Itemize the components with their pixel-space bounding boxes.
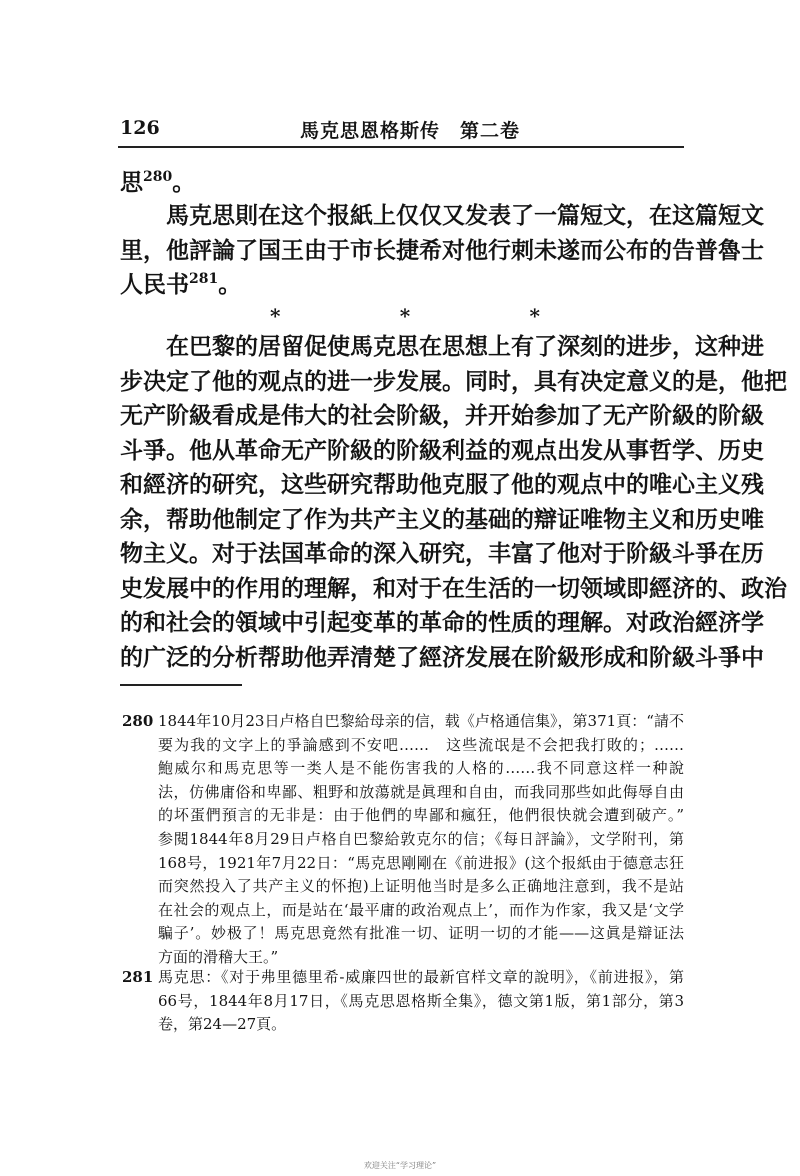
footnote-number: 281 (122, 968, 154, 986)
paragraph-2 (120, 199, 764, 303)
footnote-line: 卷，第24—27頁。 (158, 1015, 287, 1034)
footnote-line: 在社会的观点上，而是站在‘最平庸的政治观点上’，而作为作家，我又是‘文学 (158, 900, 684, 919)
footnote-ref-281[interactable]: 281 (189, 271, 219, 287)
text-segment: 。 (172, 169, 196, 196)
paragraph-3-line: 的广泛的分析帮助他弄清楚了經济发展在阶級形成和阶級斗爭中 (120, 643, 764, 671)
footnote-line: 的坏蛋們預言的无非是：由于他們的卑鄙和瘋狂，他們很快就会遭到破产。” (158, 806, 684, 825)
separator-star: * (529, 304, 540, 328)
paragraph-2-line-2: 里，他評論了国王由于市长捷希对他行刺未遂而公布的告普魯士 (120, 236, 764, 264)
footnote-text (158, 710, 684, 970)
paragraph-3 (120, 330, 787, 675)
paragraph-3-line: 史发展中的作用的理解，和对于在生活的一切领域即經济的、政治 (120, 574, 787, 602)
paragraph-3-line: 的和社会的領域中引起变革的革命的性质的理解。对政治經济学 (120, 609, 764, 636)
paragraph-1 (120, 166, 686, 201)
footnote-280 (122, 710, 684, 970)
paragraph-1-line (120, 166, 686, 201)
footnote-text (158, 966, 684, 1037)
footnote-line: 馬克思：《对于弗里德里希-威廉四世的最新官样文章的說明》，《前进报》，第 (158, 968, 684, 986)
bottom-watermark-note: 欢迎关注“学习理论” (363, 1161, 437, 1170)
footnote-line: 要为我的文字上的爭論感到不安吧…… 这些流氓是不会把我打敗的；…… (158, 735, 684, 754)
footnote-number: 280 (122, 712, 154, 730)
footnote-ref-280[interactable]: 280 (143, 169, 173, 185)
paragraph-3-line: 步决定了他的观点的进一步发展。同时，具有决定意义的是，他把 (120, 367, 787, 395)
separator-star: * (399, 304, 411, 328)
paragraph-3-line: 斗爭。他从革命无产阶級的阶級利益的观点出发从事哲学、历史 (120, 436, 764, 464)
paragraph-2-line-3 (120, 268, 686, 303)
text-segment: 人民书 (120, 271, 189, 298)
footnote-line: 1844年10月23日卢格自巴黎給母亲的信，载《卢格通信集》，第371頁：“請不 (158, 712, 684, 730)
page-number: 126 (120, 117, 160, 139)
paragraph-3-line: 在巴黎的居留促使馬克思在思想上有了深刻的进步，这种进 (166, 333, 764, 360)
footnote-rule (120, 684, 242, 686)
separator-star: * (270, 304, 281, 328)
text-segment: 。 (218, 271, 242, 298)
section-separator (270, 304, 540, 328)
footnote-281 (122, 966, 684, 1037)
text-segment: 思 (120, 169, 143, 196)
paragraph-3-line: 物主义。对于法国革命的深入研究，丰富了他对于阶級斗爭在历 (120, 540, 764, 567)
paragraph-3-line: 余，帮助他制定了作为共产主义的基础的辯证唯物主义和历史唯 (120, 505, 764, 533)
paragraph-3-line: 和經济的研究，这些研究帮助他克服了他的观点中的唯心主义残 (120, 471, 764, 498)
footnote-line: 参閱1844年8月29日卢格自巴黎給敦克尔的信；《每日評論》，文学附刊，第 (158, 829, 684, 848)
footnote-line: 法，仿佛庸俗和卑鄙、粗野和放蕩就是眞理和自由，而我同那些如此侮辱自由 (158, 782, 684, 801)
footnote-line: 騙子’。妙极了！馬克思竟然有批准一切、证明一切的才能——这眞是辯证法 (158, 924, 684, 943)
footnote-line: 而突然投入了共产主义的怀抱)上证明他当时是多么正确地注意到，我不是站 (158, 877, 684, 896)
footnote-line: 168号，1921年7月22日：“馬克思剛剛在《前进报》(这个报紙由于德意志狂 (158, 853, 684, 872)
footnote-line: 66号，1844年8月17日，《馬克思恩格斯全集》，德文第1版，第1部分，第3 (158, 991, 684, 1010)
header-rule (118, 146, 684, 148)
running-head: 馬克思恩格斯传 第二卷 (300, 120, 521, 142)
paragraph-2-line-1: 馬克思則在这个报紙上仅仅又发表了一篇短文，在这篇短文 (166, 202, 764, 229)
footnote-line: 鮑威尔和馬克思等一类人是不能伤害我的人格的……我不同意这样一种說 (158, 759, 684, 778)
paragraph-3-line: 无产阶級看成是伟大的社会阶級，并开始参加了无产阶級的阶級 (120, 402, 764, 429)
footnote-line: 方面的滑稽大王。” (158, 947, 279, 966)
